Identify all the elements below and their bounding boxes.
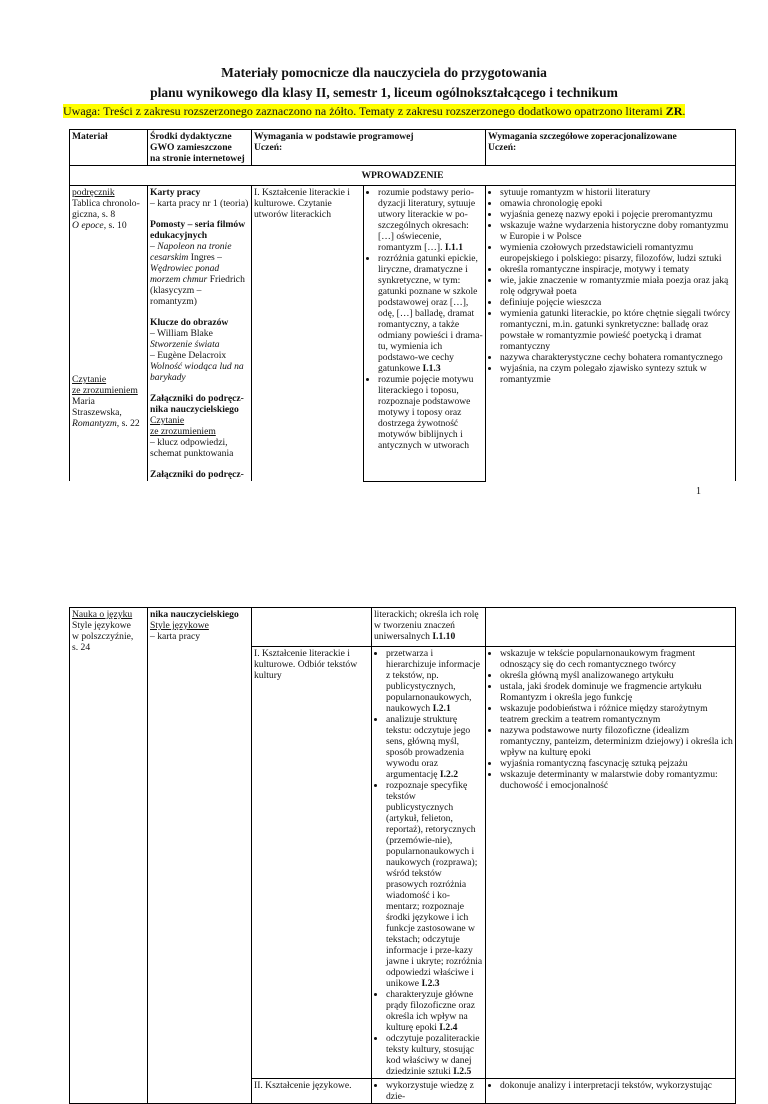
material-title: Romantyzm — [72, 418, 117, 429]
plan-table-page-1 — [69, 129, 736, 482]
page-number: 1 — [696, 486, 701, 497]
header-szczegolowe-l1: Wymagania szczegółowe zoperacjonalizowane — [488, 131, 677, 142]
ksztalcenie-cell — [252, 186, 364, 482]
note-zr: ZR — [665, 104, 683, 118]
wymaganie-text: rozumie pojęcie motywu literackiego i toposu, rozpoznaje podstawowe motywy i toposy oraz dostrzega żywotność motywów biblijnych i antycznych w utworach — [378, 374, 474, 451]
srodki-dash: – — [150, 241, 158, 252]
material-page: , s. 10 — [103, 220, 127, 231]
wymaganie-item — [386, 1033, 483, 1077]
srodki-cell — [148, 608, 252, 1104]
zalaczniki-heading: nika nauczycielskiego — [150, 404, 239, 415]
wymaganie-text: analizuje strukturę tekstu: odczytuje jego sens, główną myśl, sposób prowadzenia wywodu oraz argumentację — [386, 714, 471, 780]
srodki-artwork-title: Wędrowiec ponad morzem chmur — [150, 263, 220, 285]
document-page-1 — [0, 0, 768, 500]
wymaganie-text: przetwarza i hierarchizuje informacje z tekstów, np. publicystycznych, popularnonaukowych, naukowych — [386, 648, 481, 714]
section-row — [70, 166, 736, 186]
material-cell — [70, 186, 148, 482]
header-srodki — [148, 130, 252, 166]
srodki-link: ze zrozumieniem — [150, 426, 216, 437]
plan-table-page-2 — [69, 607, 736, 1104]
wymagania-cell — [372, 647, 486, 1079]
szczegolowe-item: • wskazuje ważne wydarzenia historyczne doby romantyzmu w Europie i w Polsce — [500, 220, 733, 242]
header-wymagania-l2: Uczeń: — [254, 142, 283, 153]
szczegolowe-item: • wyjaśnia romantyczną fascynację sztuką pejzażu — [500, 758, 733, 769]
header-szczegolowe-l2: Uczeń: — [488, 142, 517, 153]
srodki-artist: Ingres – — [188, 252, 222, 263]
note-text: Uwaga: Treści z zakresu rozszerzonego zaznaczono na żółto. Tematy z zakresu rozszerzonego dodatkowo opatrzono literami — [63, 104, 666, 118]
material-page: , s. 22 — [116, 418, 140, 429]
szczegolowe-item: • sytuuje romantyzm w historii literatury — [500, 187, 733, 198]
wymagania-cell — [372, 1079, 486, 1104]
ksztalcenie-text: I. Kształcenie literackie i kulturowe. Czytanie utworów literackich — [254, 187, 350, 220]
ksztalcenie-cell — [252, 647, 372, 1079]
document-title-line-2: planu wynikowego dla klasy II, semestr 1, liceum ogólnokształcącego i technikum — [150, 85, 618, 100]
srodki-artist: Friedrich — [207, 274, 245, 285]
wymaganie-item — [386, 714, 483, 780]
szczegolowe-cell — [486, 186, 736, 482]
srodki-link: Czytanie — [150, 415, 185, 426]
wymagania-list — [366, 187, 483, 451]
wymaganie-item — [386, 780, 483, 989]
srodki-line: – klucz odpowiedzi, — [150, 437, 228, 448]
document-page-2 — [0, 560, 768, 1102]
srodki-line: – William Blake — [150, 328, 213, 339]
note-end: . — [682, 104, 686, 118]
material-title: O epoce — [72, 220, 104, 231]
material-author: Maria Straszewska, — [72, 396, 122, 418]
srodki-artwork-title: Wolność wiodąca lud na barykady — [150, 361, 244, 383]
szczegolowe-item: • wyjaśnia genezę nazwy epoki i pojęcie preromantyzmu — [500, 209, 733, 220]
ksztalcenie-text: I. Kształcenie literackie i kulturowe. Odbiór tekstów kultury — [254, 648, 358, 681]
wymaganie-item — [386, 989, 483, 1033]
szczegolowe-item: • omawia chronologię epoki — [500, 198, 733, 209]
szczegolowe-item: • wskazuje w tekście popularnonaukowym fragment odnoszący się do cech romantycznego twórcy — [500, 648, 733, 670]
highlight-note — [63, 104, 685, 119]
zalaczniki-heading: Załączniki do podręcz- — [150, 469, 244, 480]
zalaczniki-heading: Załączniki do podręcz- — [150, 393, 244, 404]
material-line: Tablica chronolo- — [72, 198, 140, 209]
wymaganie-item — [378, 187, 483, 253]
srodki-link: Style językowe — [150, 620, 209, 631]
srodki-cell — [148, 186, 252, 482]
header-wymagania-l1: Wymagania w podstawie programowej — [254, 131, 414, 142]
material-podrecznik: podręcznik — [72, 187, 115, 198]
wymaganie-item — [386, 648, 483, 714]
szczegolowe-item: • określa główną myśl analizowanego artykułu — [500, 670, 733, 681]
szczegolowe-item: • dokonuje analizy i interpretacji tekstów, wykorzystując — [500, 1080, 733, 1091]
continuation-text: literackich; określa ich rolę w tworzeniu znaczeń uniwersalnych — [374, 609, 479, 642]
material-line: Style językowe — [72, 620, 131, 631]
wymaganie-code: I.2.4 — [439, 1022, 458, 1033]
szczegolowe-item: • definiuje pojęcie wieszcza — [500, 297, 733, 308]
szczegolowe-cell — [486, 647, 736, 1079]
header-srodki-l1: Środki dydaktyczne — [150, 131, 232, 142]
wymaganie-code: I.1.3 — [422, 363, 441, 374]
szczegolowe-item: • wyjaśnia, na czym polegało zjawisko syntezy sztuk w romantyzmie — [500, 363, 733, 385]
material-cell — [70, 608, 148, 1104]
wymaganie-item — [378, 253, 483, 374]
srodki-line: schemat punktowania — [150, 448, 234, 459]
header-material-label: Materiał — [72, 131, 108, 142]
wymaganie-code: I.2.1 — [432, 703, 451, 714]
szczegolowe-item: • nazywa charakterystyczne cechy bohatera romantycznego — [500, 352, 733, 363]
wymaganie-item — [378, 374, 483, 451]
wymagania-list — [374, 648, 483, 1077]
document-title-line-1: Materiały pomocnicze dla nauczyciela do przygotowania — [221, 65, 547, 80]
wymaganie-text: charakteryzuje główne prądy filozoficzne oraz określa ich wpływ na kulturę epoki — [386, 989, 475, 1033]
content-row — [70, 608, 736, 647]
szczegolowe-item: • nazywa podstawowe nurty filozoficzne (idealizm romantyczny, panteizm, determinizm dziejowy) i określa ich wpływ na kulturę epoki — [500, 725, 733, 758]
srodki-artwork-title: Stworzenie świata — [150, 339, 220, 350]
wymaganie-code: I.2.3 — [421, 978, 440, 989]
szczegolowe-item: • wymienia czołowych przedstawicieli romantyzmu europejskiego i polskiego: pisarzy, filozofów, ludzi sztuki — [500, 242, 733, 264]
wymaganie-text: rozpoznaje specyfikę tekstów publicystycznych (artykuł, felieton, reportaż), retorycznych (przemówie-nie), popularnonaukowych i naukowych (rozprawa); wśród tekstów prasowych rozróżnia wiadomość i ko-mentarz; rozpoznaje środki językowe i ich funkcje zastosowane w tekstach; odczytuje informacje i prze-kazy jawne i ukryte; rozróżnia odpowiedzi właściwe i unikowe — [386, 780, 483, 989]
header-srodki-l3: na stronie internetowej — [150, 153, 245, 164]
szczegolowe-item: • wymienia gatunki literackie, po które chętnie sięgali twórcy romantyczni, m.in. gatunki synkretyczne: balladę oraz powstałe w romantyzmie powieść poetycką i dramat romantyczny — [500, 308, 733, 352]
szczegolowe-cell — [486, 1079, 736, 1104]
wymaganie-text: rozróżnia gatunki epickie, liryczne, dramatyczne i synkretyczne, w tym: gatunki poznane w szkole podstawowej oraz […], odę, […] balladę, dramat romantyczny, a także odmiany powieści i drama-tu, wymienia ich podstawo-we cechy gatunkowe — [378, 253, 483, 374]
material-zrozumieniem: ze zrozumieniem — [72, 385, 138, 396]
wymagania-cell — [364, 186, 486, 482]
klucze-heading: Klucze do obrazów — [150, 317, 229, 328]
ksztalcenie-cell — [252, 1079, 372, 1104]
empty-cell — [252, 608, 372, 647]
szczegolowe-item: • ustala, jaki środek dominuje we fragmencie artykułu Romantyzm i określa jego funkcję — [500, 681, 733, 703]
material-page: s. 24 — [72, 642, 91, 653]
material-czytanie: Czytanie — [72, 374, 107, 385]
continuation-code: I.1.10 — [432, 631, 456, 642]
header-srodki-l2: GWO zamieszczone — [150, 142, 232, 153]
ksztalcenie-text: II. Kształcenie językowe. — [254, 1080, 352, 1091]
material-line: w polszczyźnie, — [72, 631, 134, 642]
karty-pracy-heading: Karty pracy — [150, 187, 201, 198]
section-title: WPROWADZENIE — [70, 166, 736, 186]
content-row — [70, 186, 736, 482]
szczegolowe-item: • wskazuje podobieństwa i różnice między starożytnym teatrem greckim a teatrem romantycznym — [500, 703, 733, 725]
pomosty-heading: Pomosty – seria filmów edukacyjnych — [150, 219, 246, 241]
continuation-cell — [372, 608, 486, 647]
wymaganie-text: odczytuje pozaliterackie teksty kultury, stosując kod właściwy w danej dziedzinie sztuki — [386, 1033, 480, 1077]
szczegolowe-item: • wskazuje determinanty w malarstwie doby romantyzmu: duchowość i emocjonalność — [500, 769, 733, 791]
empty-cell — [486, 608, 736, 647]
szczegolowe-item: • określa romantyczne inspiracje, motywy i tematy — [500, 264, 733, 275]
wymaganie-code: I.2.2 — [439, 769, 459, 780]
szczegolowe-list — [488, 187, 733, 385]
wymaganie-text: rozumie podstawy perio-dyzacji literatury, sytuuje utwory literackie w po-szczególnych okresach: […] oświecenie, romantyzm […]. — [378, 187, 476, 253]
szczegolowe-item: • wie, jakie znaczenie w romantyzmie miała poezja oraz jaką rolę odgrywał poeta — [500, 275, 733, 297]
header-material — [70, 130, 148, 166]
srodki-line: – karta pracy — [150, 631, 201, 642]
srodki-line: – karta pracy nr 1 (teoria) — [150, 198, 249, 209]
srodki-line: (klasycyzm – romantyzm) — [150, 285, 202, 307]
header-wymagania — [252, 130, 486, 166]
table-header-row — [70, 130, 736, 166]
srodki-artwork-title: Napoleon na tronie cesarskim — [150, 241, 232, 263]
wymaganie-code: I.1.1 — [444, 242, 463, 253]
zalaczniki-heading: nika nauczycielskiego — [150, 609, 239, 620]
wymaganie-item: • wykorzystuje wiedzę z dzie- — [386, 1080, 483, 1102]
material-nauka: Nauka o języku — [72, 609, 133, 620]
material-line: giczna, s. 8 — [72, 209, 116, 220]
header-szczegolowe — [486, 130, 736, 166]
szczegolowe-list — [488, 648, 733, 791]
page-break — [0, 500, 768, 560]
srodki-line: – Eugène Delacroix — [150, 350, 227, 361]
wymaganie-code: I.2.5 — [453, 1066, 472, 1077]
